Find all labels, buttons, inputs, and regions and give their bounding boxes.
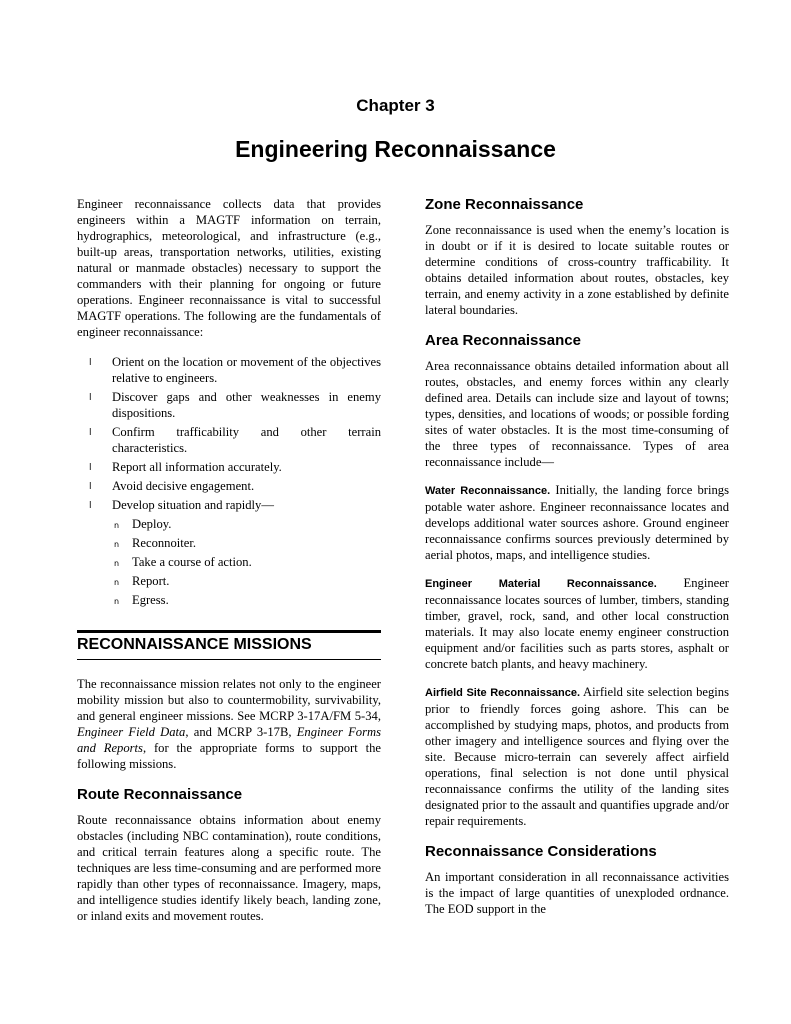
run-in-heading: Airfield Site Reconnaissance.: [425, 687, 581, 699]
sub-list-item: n Reconnoiter.: [112, 535, 381, 551]
run-in-heading: Engineer Material Reconnaissance.: [425, 578, 657, 590]
sub-list-item: n Report.: [112, 573, 381, 589]
sub-bullet-icon: n: [114, 559, 120, 568]
route-heading: Route Reconnaissance: [77, 786, 243, 803]
bullet-icon: l: [89, 393, 92, 403]
considerations-heading: Reconnaissance Considerations: [425, 843, 657, 860]
left-column: [77, 196, 381, 924]
area-heading: Area Reconnaissance: [425, 332, 581, 349]
right-column: [425, 196, 729, 917]
sub-list-item: n Take a course of action.: [112, 554, 381, 570]
chapter-label: Chapter 3: [356, 96, 435, 115]
considerations-paragraph: An important consideration in all reconnaissance activities is the impact of large quantities of unexploded ordnance. The EOD support in the: [425, 870, 729, 916]
list-item: l Avoid decisive engagement.: [89, 479, 255, 493]
sub-bullet-icon: n: [114, 597, 120, 606]
sub-list: [112, 516, 381, 608]
sub-bullet-icon: n: [114, 521, 120, 530]
run-in-heading: Water Reconnaissance.: [425, 485, 551, 497]
bullet-icon: l: [89, 463, 92, 473]
missions-paragraph: The reconnaissance mission relates not only to the engineer mobility mission but also to countermobility, survivability, and general engineer missions. See MCRP 3-17A/FM 5-34, Engineer Field Data, and MCRP 3-17B, Engineer Forms and Reports, for the appropriate forms to support the following missions.: [77, 677, 381, 771]
intro-paragraph: Engineer reconnaissance collects data that provides engineers within a MAGTF information on terrain, hydrographics, meteorological, and infrastructure (e.g., built-up areas, transportation networks, utilities, existing natural or manmade obstacles) necessary to support the commanders with their planning for ongoing or future operations. Engineer reconnaissance is vital to successful MAGTF operations. The following are the fundamentals of engineer reconnaissance:: [77, 197, 381, 339]
sub-bullet-icon: n: [114, 540, 120, 549]
zone-heading: Zone Reconnaissance: [425, 196, 584, 213]
sub-bullet-icon: n: [114, 578, 120, 587]
bullet-icon: l: [89, 358, 92, 368]
area-paragraph: Area reconnaissance obtains detailed information about all routes, obstacles, and enemy forces within any clearly defined area. Details can include size and layout of towns; types, densities, and locations of woods; or possible fording sites of water obstacles. It is the most time-consuming of the three types of reconnaissance. Types of area reconnaissance include—: [425, 359, 729, 469]
sub-list-item: n Deploy.: [112, 516, 381, 532]
chapter-title: Engineering Reconnaissance: [235, 136, 556, 162]
list-item: l Confirm trafficability and other terrain characteristics.: [89, 425, 381, 455]
section-rule-top: [77, 630, 381, 633]
reference-title: Engineer Field Data: [77, 725, 186, 739]
bullet-icon: l: [89, 501, 92, 511]
fundamentals-list: [77, 354, 381, 608]
reference-title: Engineer Forms and Reports: [77, 725, 381, 755]
airfield-paragraph: Airfield Site Reconnaissance. Airfield site selection begins prior to friendly forces going ashore. This can be accomplished by studying maps, photos, and products from other imagery and intelligence sources and flying over the site. Because micro-terrain can severely affect airfield operations, final selection is not done until physical reconnaissance confirms the utility of the landing sites designated prior to the assault and quantifies upgrade and/or repair requirements.: [425, 685, 729, 828]
route-paragraph: Route reconnaissance obtains information about enemy obstacles (including NBC contamination), route conditions, and critical terrain features along a specific route. The techniques are less time-consuming and are performed more rapidly than other types of reconnaissance. Imagery, maps, and intelligence studies identify likely beach, landing zone, or inland exits and movement routes.: [77, 813, 381, 923]
material-paragraph: Engineer Material Reconnaissance. Engineer reconnaissance locates sources of lumber, timbers, standing timber, gravel, rock, sand, and other local construction materials. It may also locate enemy engineer construction equipment and/or facilities such as parts stores, asphalt or concrete batch plants, and heavy machinery.: [425, 576, 729, 671]
bullet-icon: l: [89, 482, 92, 492]
list-item: l Discover gaps and other weaknesses in enemy dispositions.: [89, 390, 381, 420]
water-paragraph: Water Reconnaissance. Initially, the landing force brings potable water ashore. Engineer reconnaissance locates and develops additional water sources ashore. Ground engineer reconnaissance confirms sources previously determined by aerial photos, maps, and intelligence studies.: [425, 483, 729, 562]
zone-paragraph: Zone reconnaissance is used when the enemy’s location is in doubt or if it is desired to locate suitable routes or determine conditions of cross-country trafficability. It obtains detailed information about routes, obstacles, key terrain, and enemy activity in a zone established by definite lateral boundaries.: [425, 223, 729, 317]
sub-list-item: n Egress.: [112, 592, 381, 608]
list-item: l Develop situation and rapidly— n Deploy. n Reconnoiter. n Take a course of action. n Report. n Egress.: [77, 497, 381, 608]
section-heading: RECONNAISSANCE MISSIONS: [77, 636, 312, 653]
section-rule-bottom: [77, 659, 381, 660]
list-item: l Report all information accurately.: [89, 460, 282, 474]
list-item: l Orient on the location or movement of the objectives relative to engineers.: [89, 355, 381, 385]
bullet-icon: l: [89, 428, 92, 438]
